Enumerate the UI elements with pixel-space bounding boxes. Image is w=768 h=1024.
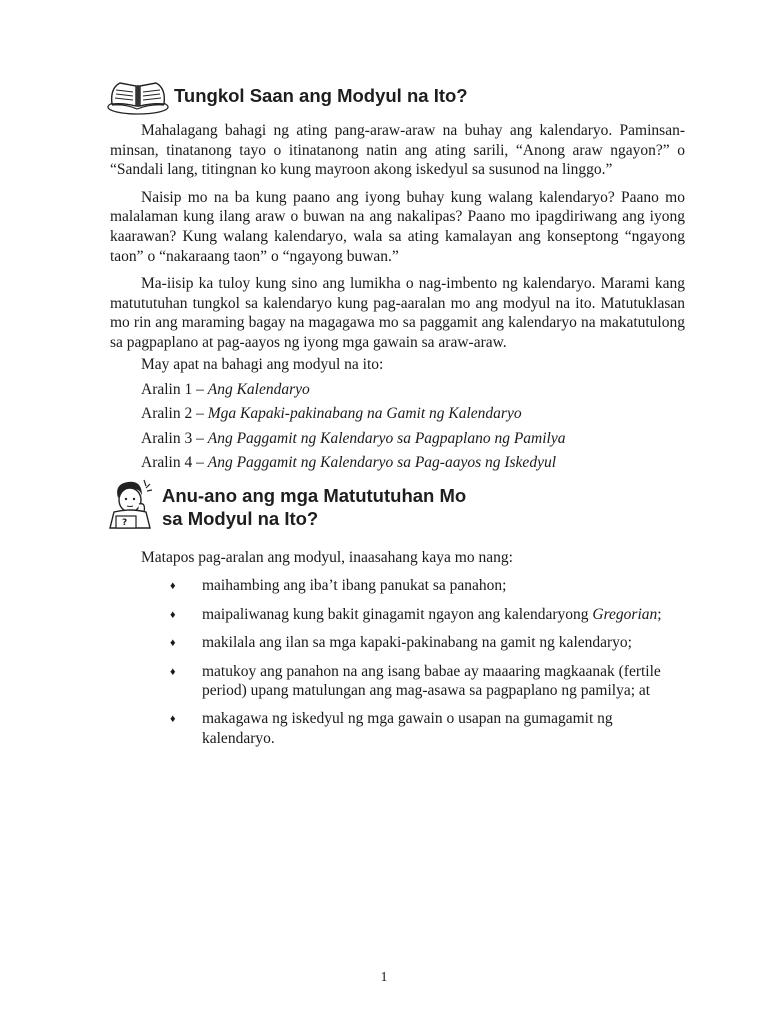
lessons-list (141, 353, 566, 476)
open-book-icon (106, 74, 170, 116)
objectives-list (170, 576, 685, 756)
paragraph: Naisip mo na ba kung paano ang iyong buhay kung walang kalendaryo? Paano mo malalaman kung ilang araw o buwan na ang nakalipas? Paano mo ipagdiriwang ang iyong kaarawan? Kung walang kalendaryo, wala sa ating kamalayan ang konseptong “ngayong taon” o “nakaraang taon” o “ngayong buwan.” (110, 188, 685, 265)
lessons-intro: May apat na bahagi ang modyul na ito: (141, 356, 384, 373)
objective-text: matukoy ang panahon na ang isang babae ay maaaring magkaanak (fertile period) upang matulungan ang mag-asawa sa pagpaplano ng pamilya; at (202, 662, 661, 700)
section-title-line: sa Modyul na Ito? (162, 508, 319, 529)
lesson-title: Ang Paggamit ng Kalendaryo sa Pagpaplano ng Pamilya (207, 429, 566, 447)
diamond-bullet-icon: ♦ (170, 665, 176, 678)
diamond-bullet-icon: ♦ (170, 712, 176, 725)
diamond-bullet-icon: ♦ (170, 608, 176, 621)
objective-punctuation: ; (657, 605, 662, 623)
section-title-line: Anu-ano ang mga Matututuhan Mo (162, 485, 467, 506)
objectives-intro: Matapos pag-aralan ang modyul, inaasahang kaya mo nang: (141, 549, 513, 566)
diamond-bullet-icon: ♦ (170, 580, 176, 592)
section-title-objectives (162, 484, 466, 530)
intro-paragraphs (110, 121, 685, 361)
objective-text: maihambing ang iba’t ibang panukat sa panahon; (202, 577, 507, 594)
lesson-title: Mga Kapaki-pakinabang na Gamit ng Kalendaryo (207, 405, 522, 423)
objective-text: maipaliwanag kung bakit ginagamit ngayon ang kalendaryong (202, 605, 593, 623)
lesson-label: Aralin 2 – (141, 405, 204, 423)
list-item (170, 633, 685, 654)
paragraph: Mahalagang bahagi ng ating pang-araw-araw na buhay ang kalendaryo. Paminsan-minsan, tinatanong tayo o itinatanong natin ang ating sarili, “Anong araw ngayon?” o “Sandali lang, titingnan ko kung mayroon akong iskedyul sa susunod na linggo.” (110, 122, 685, 179)
lesson-label: Aralin 3 – (141, 429, 204, 447)
lesson-item (141, 402, 566, 427)
svg-text:?: ? (122, 518, 128, 528)
lesson-label: Aralin 4 – (141, 454, 204, 472)
section-title-about: Tungkol Saan ang Modyul na Ito? (174, 84, 468, 106)
list-item (170, 605, 685, 626)
list-item (170, 576, 685, 597)
lesson-title: Ang Kalendaryo (207, 380, 310, 398)
lesson-item (141, 427, 566, 452)
objective-text: makilala ang ilan sa mga kapaki-pakinabang na gamit ng kalendaryo; (202, 634, 632, 652)
objective-text: makagawa ng iskedyul ng mga gawain o usapan na gumagamit ng kalendaryo. (202, 709, 613, 747)
section-header-about (106, 74, 468, 116)
lesson-title: Ang Paggamit ng Kalendaryo sa Pag-aayos ng Iskedyul (207, 454, 556, 472)
lesson-item (141, 451, 566, 476)
objective-text-group (202, 605, 685, 626)
list-item (170, 709, 685, 748)
section-header-objectives (106, 478, 466, 530)
lesson-item (141, 378, 566, 403)
page-number: 1 (380, 970, 388, 985)
objective-italic-term: Gregorian (592, 605, 658, 623)
student-thinking-icon (106, 478, 154, 530)
paragraph: Ma-iisip ka tuloy kung sino ang lumikha o nag-imbento ng kalendaryo. Marami kang matututuhan tungkol sa kalendaryo kung pag-aaralan mo ang modyul na ito. Matutuklasan mo rin ang maraming bagay na magagawa mo sa paggamit ang kalendaryo na makatutulong sa pagpaplano at pag-aayos ng iyong mga gawain sa araw-araw. (110, 275, 685, 351)
diamond-bullet-icon: ♦ (170, 637, 176, 650)
lesson-label: Aralin 1 – (141, 380, 204, 398)
list-item (170, 662, 685, 701)
